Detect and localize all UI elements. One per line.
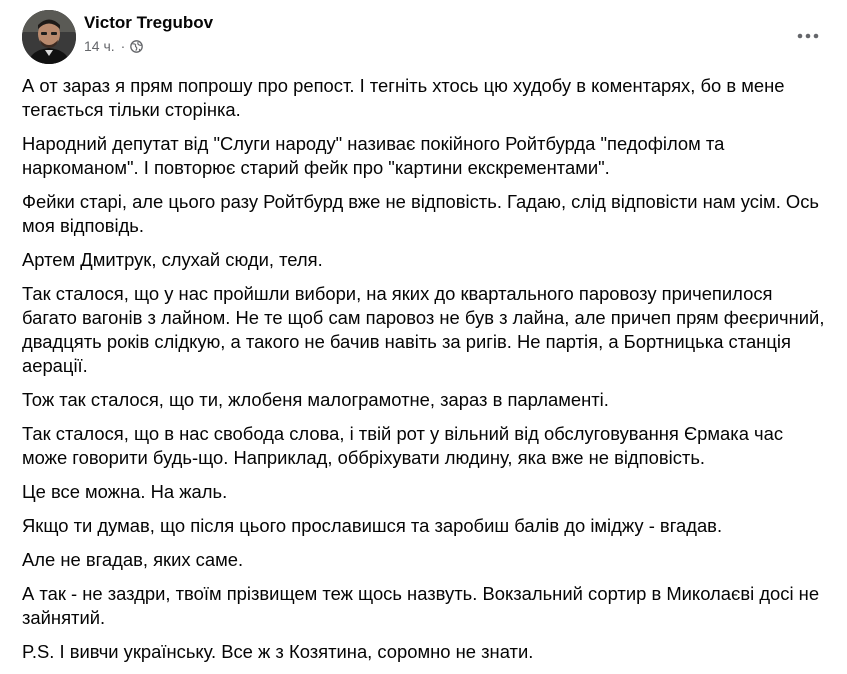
post-paragraph: Тож так сталося, що ти, жлобеня малограмотне, зараз в парламенті. (22, 389, 609, 410)
post-paragraph: Фейки старі, але цього разу Ройтбурд вже не відповість. Гадаю, слід відповісти нам усім. Ось моя відповідь. (22, 191, 819, 236)
post-paragraph: Так сталося, що у нас пройшли вибори, на яких до квартального паровозу причепилося багато вагонів з лайном. Не те щоб сам паровоз не був з лайна, але причеп прям феєричний, двадцять років слідкую, а такого не бачив навіть за ригів. Не партія, а Бортницька станція аерації. (22, 283, 825, 376)
post-paragraph: Народний депутат від "Слуги народу" називає покійного Ройтбурда "педофілом та наркоманом". І повторює старий фейк про "картини екскрементами". (22, 133, 725, 178)
meta-separator: · (120, 38, 126, 54)
post-paragraph: P.S. І вивчи українську. Все ж з Козятина, соромно не знати. (22, 641, 534, 662)
post-paragraph: Артем Дмитрук, слухай сюди, теля. (22, 249, 323, 270)
avatar-photo (22, 10, 76, 64)
avatar[interactable] (22, 10, 76, 64)
post-header (22, 10, 832, 66)
more-options-icon (797, 33, 819, 39)
post-paragraph: А от зараз я прям попрошу про репост. І тегніть хтось цю худобу в коментарях, бо в мене тегається тільки сторінка. (22, 75, 785, 120)
post-meta (84, 38, 143, 54)
post-timestamp[interactable]: 14 ч. (84, 38, 115, 54)
post-paragraph: Але не вгадав, яких саме. (22, 549, 244, 570)
post-paragraph: А так - не заздри, твоїм прізвищем теж щось назвуть. Вокзальний сортир в Миколаєві досі не зайнятий. (22, 583, 820, 628)
more-options-button[interactable] (790, 18, 826, 54)
post-paragraph: Так сталося, що в нас свобода слова, і твій рот у вільний від обслуговування Єрмака час може говорити будь-що. Наприклад, оббріхувати людину, яка вже не відповість. (22, 423, 784, 468)
post-paragraph: Це все можна. На жаль. (22, 481, 228, 502)
post-paragraph: Якщо ти думав, що після цього прославишся та заробиш балів до іміджу - вгадав. (22, 515, 723, 536)
author-name[interactable]: Victor Tregubov (84, 13, 214, 32)
globe-icon (130, 40, 143, 53)
post-text (22, 74, 830, 674)
